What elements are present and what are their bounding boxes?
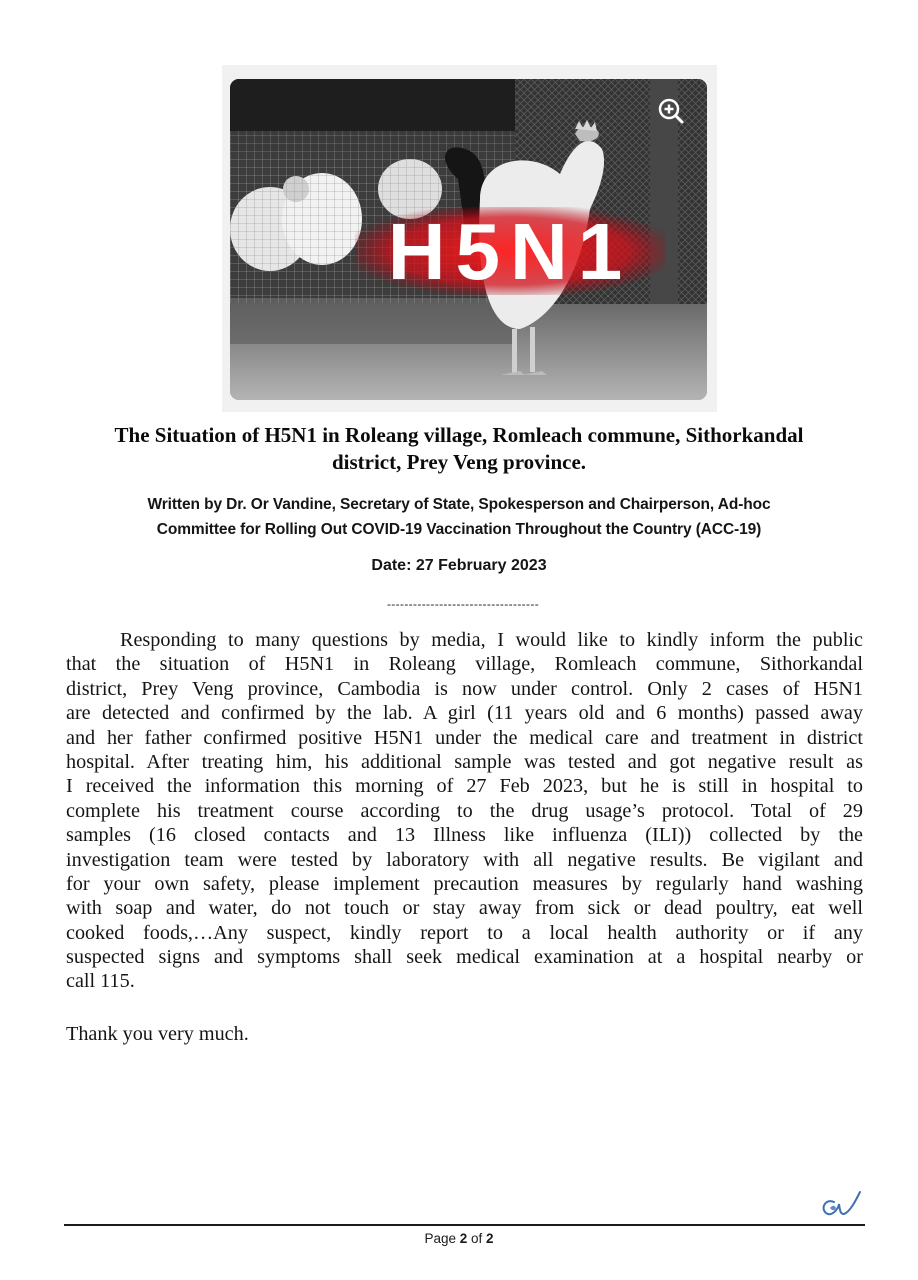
body-paragraph (66, 628, 863, 994)
zoom-in-icon[interactable] (657, 97, 687, 127)
body-line: are detected and confirmed by the lab. A girl (11 years old and 6 months) passed away (66, 702, 863, 725)
signature-mark (818, 1188, 864, 1222)
body-line: suspected signs and symptoms shall seek medical examination at a hospital nearby or (66, 946, 863, 969)
page-current: 2 (459, 1231, 468, 1246)
body-line: Responding to many questions by media, I would like to kindly inform the public (120, 629, 863, 651)
h5n1-overlay-text: H5N1 (387, 207, 633, 296)
page-prefix: Page (424, 1231, 456, 1246)
byline-line: Committee for Rolling Out COVID-19 Vaccination Throughout the Country (ACC-19) (156, 521, 762, 538)
body-line: samples (16 closed contacts and 13 Illness like influenza (ILI)) collected by the (66, 824, 863, 847)
body-line: with soap and water, do not touch or stay away from sick or dead poultry, eat well (66, 897, 863, 920)
body-line: investigation team were tested by laboratory with all negative results. Be vigilant and (66, 848, 863, 871)
author-byline (40, 492, 878, 542)
headline-line: The Situation of H5N1 in Roleang village, Romleach commune, Sithorkandal (114, 423, 804, 447)
page-number (340, 1229, 578, 1249)
body-line: call 115. (66, 970, 135, 993)
body-line: and her father confirmed positive H5N1 under the medical care and treatment in district (66, 726, 863, 749)
publication-date: Date: 27 February 2023 (371, 557, 547, 574)
body-line: district, Prey Veng province, Cambodia is now under control. Only 2 cases of H5N1 (66, 677, 863, 700)
closing-line: Thank you very much. (66, 1023, 249, 1045)
body-line: complete his treatment course according to the drug usage’s protocol. Total of 29 (66, 799, 863, 822)
article-headline (40, 422, 878, 476)
headline-line: district, Prey Veng province. (331, 450, 587, 474)
footer-divider (64, 1224, 865, 1226)
page-of: of (471, 1231, 483, 1246)
byline-line: Written by Dr. Or Vandine, Secretary of State, Spokesperson and Chairperson, Ad-hoc (147, 496, 771, 513)
dashed-separator: ----------------------------------- (386, 597, 540, 611)
body-line: I received the information this morning of 27 Feb 2023, but he is still in hospital to (66, 775, 863, 798)
body-line: that the situation of H5N1 in Roleang village, Romleach commune, Sithorkandal (66, 653, 863, 676)
article-photo[interactable] (230, 79, 707, 400)
body-line: hospital. After treating him, his additional sample was tested and got negative result as (66, 750, 863, 773)
article-photo-frame (222, 65, 717, 412)
body-line: cooked foods,…Any suspect, kindly report to a local health authority or if any (66, 921, 863, 944)
poultry-photo-illustration (230, 79, 707, 400)
body-line: for your own safety, please implement precaution measures by regularly hand washing (66, 872, 863, 895)
page-total: 2 (486, 1231, 494, 1246)
